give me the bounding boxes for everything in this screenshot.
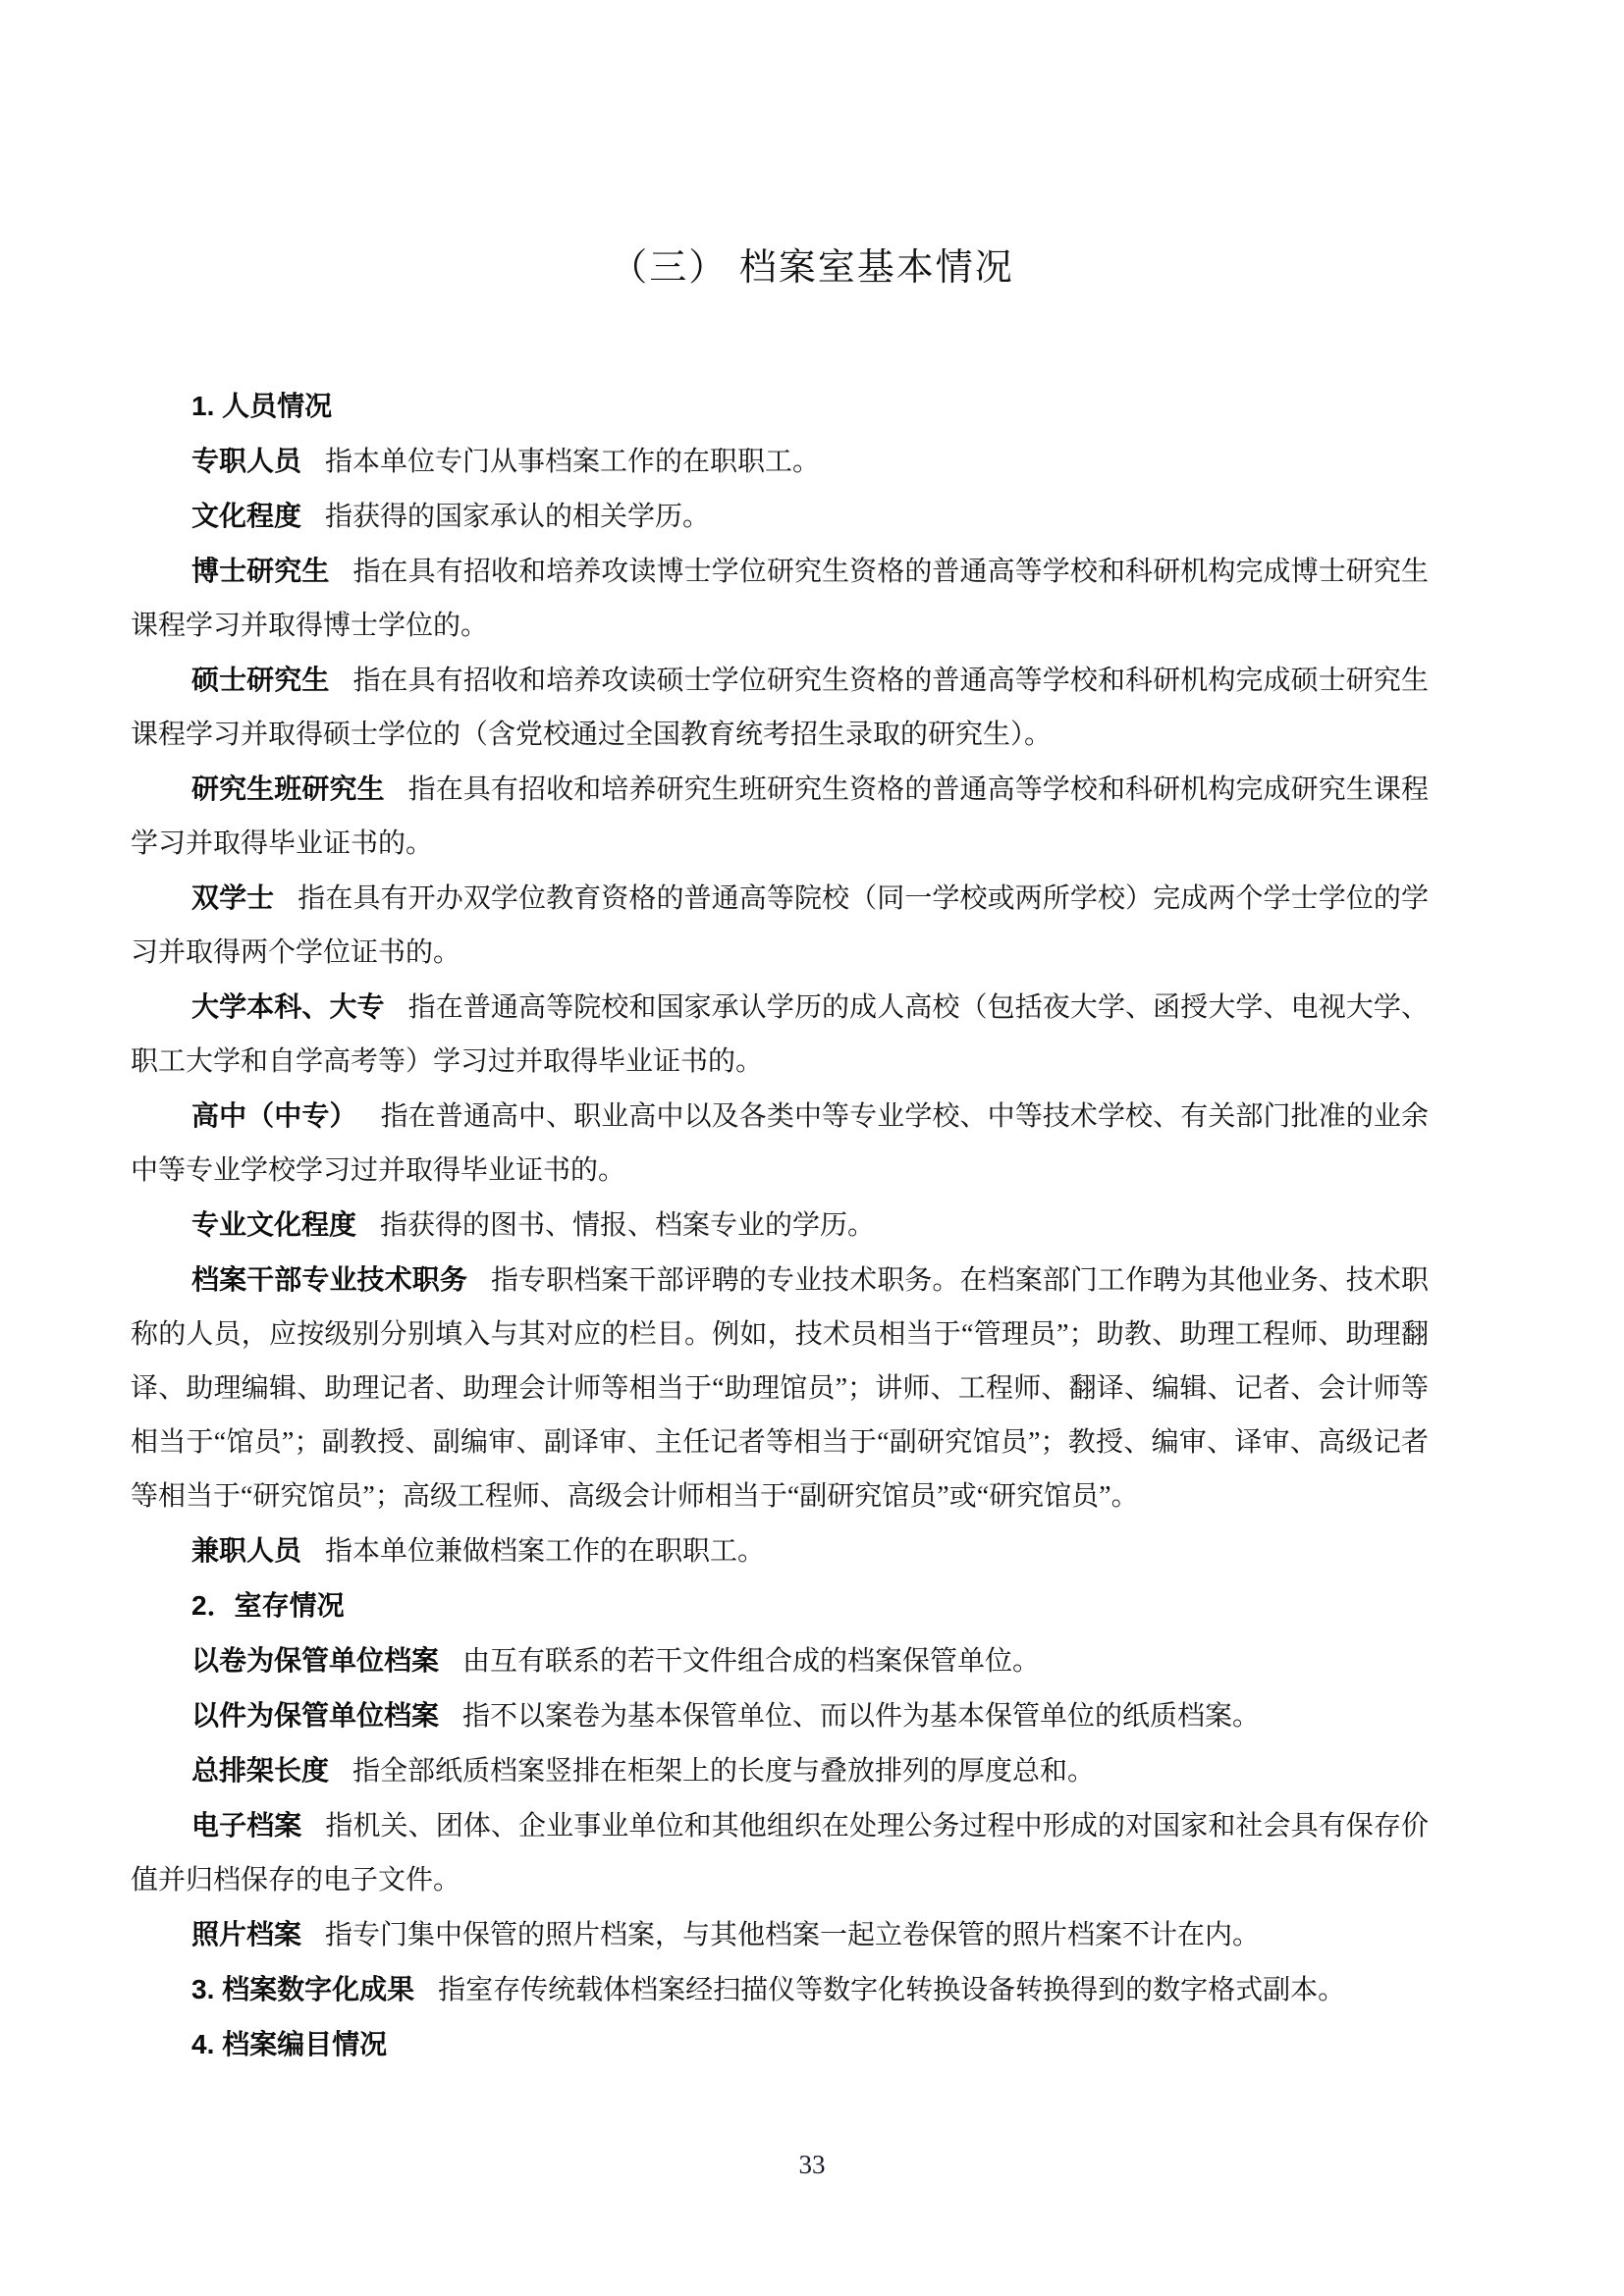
definition-paragraph <box>131 1743 1429 1798</box>
definition-paragraph <box>131 980 1429 1089</box>
page-number: 33 <box>798 2150 826 2179</box>
term-label: 文化程度 <box>191 501 302 531</box>
definition-paragraph <box>131 1907 1429 1962</box>
term-label: 2．室存情况 <box>191 1590 345 1621</box>
definition-text: 指室存传统载体档案经扫描仪等数字化转换设备转换得到的数字格式副本。 <box>438 1975 1346 2005</box>
section-heading <box>131 379 1429 434</box>
term-label: 总排架长度 <box>191 1755 330 1786</box>
term-label: 硕士研究生 <box>191 665 330 695</box>
definition-paragraph <box>131 1633 1429 1688</box>
definition-paragraph <box>131 762 1429 871</box>
definition-paragraph <box>131 434 1429 489</box>
definition-text: 指在具有招收和培养攻读博士学位研究生资格的普通高等学校和科研机构完成博士研究生课程学习并取得博士学位的。 <box>131 557 1429 641</box>
term-label: 电子档案 <box>191 1810 302 1841</box>
definition-paragraph <box>131 1198 1429 1253</box>
term-label: 4. 档案编目情况 <box>191 2029 388 2059</box>
definition-paragraph <box>131 1962 1429 2017</box>
definition-text: 指在普通高等院校和国家承认学历的成人高校（包括夜大学、函授大学、电视大学、职工大学和自学高考等）学习过并取得毕业证书的。 <box>131 992 1429 1077</box>
definition-text: 指专门集中保管的照片档案，与其他档案一起立卷保管的照片档案不计在内。 <box>325 1920 1261 1950</box>
section-heading <box>131 2017 1429 2072</box>
definition-paragraph <box>131 871 1429 980</box>
term-label: 研究生班研究生 <box>191 774 385 804</box>
definition-paragraph <box>131 653 1429 762</box>
term-label: 档案干部专业技术职务 <box>191 1264 467 1295</box>
definition-paragraph <box>131 544 1429 653</box>
definition-text: 由互有联系的若干文件组合成的档案保管单位。 <box>462 1646 1041 1677</box>
term-label: 高中（中专） <box>191 1100 357 1131</box>
definition-text: 指获得的图书、情报、档案专业的学历。 <box>380 1210 876 1241</box>
definition-text: 指在具有开办双学位教育资格的普通高等院校（同一学校或两所学校）完成两个学士学位的学习并取得两个学位证书的。 <box>131 883 1429 968</box>
term-label: 以件为保管单位档案 <box>191 1700 440 1731</box>
document-body <box>131 379 1429 2072</box>
term-label: 大学本科、大专 <box>191 991 385 1022</box>
definition-text: 指全部纸质档案竖排在柜架上的长度与叠放排列的厚度总和。 <box>352 1756 1096 1787</box>
page-title: （三） 档案室基本情况 <box>610 247 1014 289</box>
section-heading <box>131 1578 1429 1633</box>
term-label: 兼职人员 <box>191 1535 302 1566</box>
definition-paragraph <box>131 1253 1429 1523</box>
definition-text: 指在普通高中、职业高中以及各类中等专业学校、中等技术学校、有关部门批准的业余中等专业学校学习过并取得毕业证书的。 <box>131 1101 1429 1186</box>
definition-text: 指不以案卷为基本保管单位、而以件为基本保管单位的纸质档案。 <box>462 1701 1261 1732</box>
definition-paragraph <box>131 1089 1429 1198</box>
term-label: 3. 档案数字化成果 <box>191 1974 415 2004</box>
term-label: 照片档案 <box>191 1919 302 1949</box>
term-label: 以卷为保管单位档案 <box>191 1645 440 1676</box>
definition-text: 指本单位专门从事档案工作的在职职工。 <box>325 447 821 477</box>
definition-text: 指机关、团体、企业事业单位和其他组织在处理公务过程中形成的对国家和社会具有保存价值并归档保存的电子文件。 <box>131 1811 1429 1896</box>
term-label: 专职人员 <box>191 446 302 476</box>
term-label: 1. 人员情况 <box>191 391 333 421</box>
definition-text: 指在具有招收和培养研究生班研究生资格的普通高等学校和科研机构完成研究生课程学习并取得毕业证书的。 <box>131 774 1429 859</box>
term-label: 双学士 <box>191 882 275 913</box>
definition-paragraph <box>131 1523 1429 1578</box>
definition-paragraph <box>131 1798 1429 1907</box>
term-label: 专业文化程度 <box>191 1209 357 1240</box>
definition-text: 指本单位兼做档案工作的在职职工。 <box>325 1536 766 1567</box>
definition-text: 指获得的国家承认的相关学历。 <box>325 502 711 532</box>
definition-text: 指在具有招收和培养攻读硕士学位研究生资格的普通高等学校和科研机构完成硕士研究生课程学习并取得硕士学位的（含党校通过全国教育统考招生录取的研究生）。 <box>131 666 1429 750</box>
definition-paragraph <box>131 1688 1429 1743</box>
term-label: 博士研究生 <box>191 556 330 586</box>
definition-text: 指专职档案干部评聘的专业技术职务。在档案部门工作聘为其他业务、技术职称的人员，应按级别分别填入与其对应的栏目。例如，技术员相当于“管理员”；助教、助理工程师、助理翻译、助理编辑、助理记者、助理会计师等相当于“助理馆员”；讲师、工程师、翻译、编辑、记者、会计师等相当于“馆员”；副教授、副编审、副译审、主任记者等相当于“副研究馆员”；教授、编审、译审、高级记者等相当于“研究馆员”；高级工程师、高级会计师相当于“副研究馆员”或“研究馆员”。 <box>131 1265 1429 1512</box>
definition-paragraph <box>131 489 1429 544</box>
